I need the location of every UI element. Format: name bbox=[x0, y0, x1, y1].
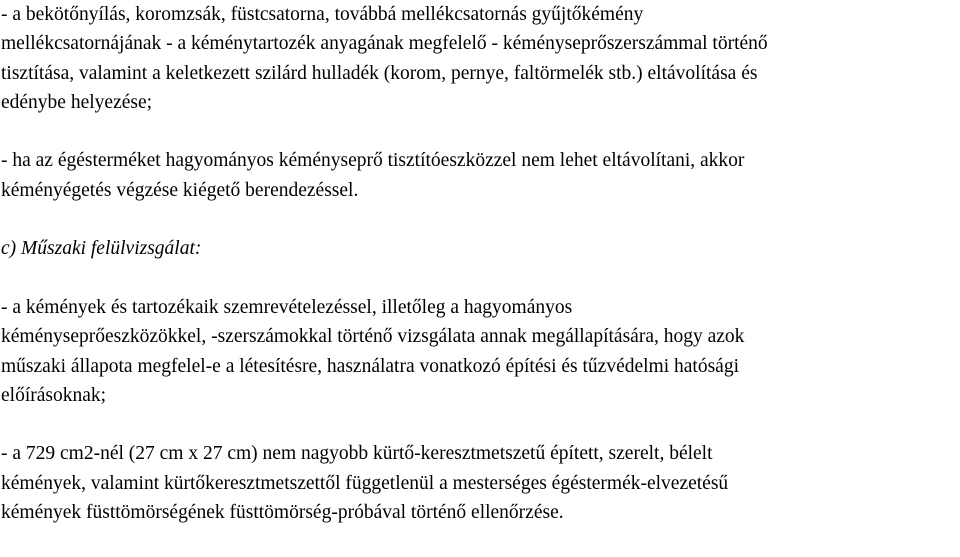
text-line: előírásoknak; bbox=[1, 384, 107, 406]
section-heading-technical-inspection bbox=[0, 234, 960, 263]
text-line: - ha az égésterméket hagyományos kéményseprő tisztítóeszközzel nem lehet eltávolítani, akkor bbox=[1, 150, 745, 172]
text-line: - a bekötőnyílás, koromzsák, füstcsatorna, továbbá mellékcsatornás gyűjtőkémény bbox=[1, 4, 644, 25]
text-line: mellékcsatornájának - a kéménytartozék anyagának megfelelő - kéményseprőszerszámmal történő bbox=[1, 33, 768, 55]
text-line: kéményseprőeszközökkel, -szerszámokkal történő vizsgálata annak megállapítására, hogy azok bbox=[1, 326, 745, 348]
text-line: kémények füsttömörségének füsttömörség-próbával történő ellenőrzése. bbox=[1, 502, 564, 524]
section-heading-text: c) Műszaki felülvizsgálat: bbox=[1, 238, 202, 260]
text-line: - a 729 cm2-nél (27 cm x 27 cm) nem nagyobb kürtő-keresztmetszetű épített, szerelt, bélelt bbox=[1, 443, 713, 465]
text-line: kémények, valamint kürtőkeresztmetszettől függetlenül a mesterséges égéstermék-elvezetésű bbox=[1, 472, 729, 494]
text-line: kéményégetés végzése kiégető berendezéssel. bbox=[1, 179, 359, 201]
paragraph-inspection-visual bbox=[0, 293, 960, 410]
text-line: tisztítása, valamint a keletkezett szilárd hulladék (korom, pernye, faltörmelék stb.) eltávolítása és bbox=[1, 62, 758, 84]
text-line: műszaki állapota megfelel-e a létesítésre, használatra vonatkozó építési és tűzvédelmi hatósági bbox=[1, 355, 739, 377]
text-line: - a kémények és tartozékaik szemrevételezéssel, illetőleg a hagyományos bbox=[1, 296, 573, 318]
paragraph-cleaning-tasks bbox=[0, 0, 960, 117]
paragraph-chimney-burning bbox=[0, 146, 960, 205]
text-line: edénybe helyezése; bbox=[1, 91, 153, 113]
paragraph-smoke-tightness bbox=[0, 439, 960, 527]
